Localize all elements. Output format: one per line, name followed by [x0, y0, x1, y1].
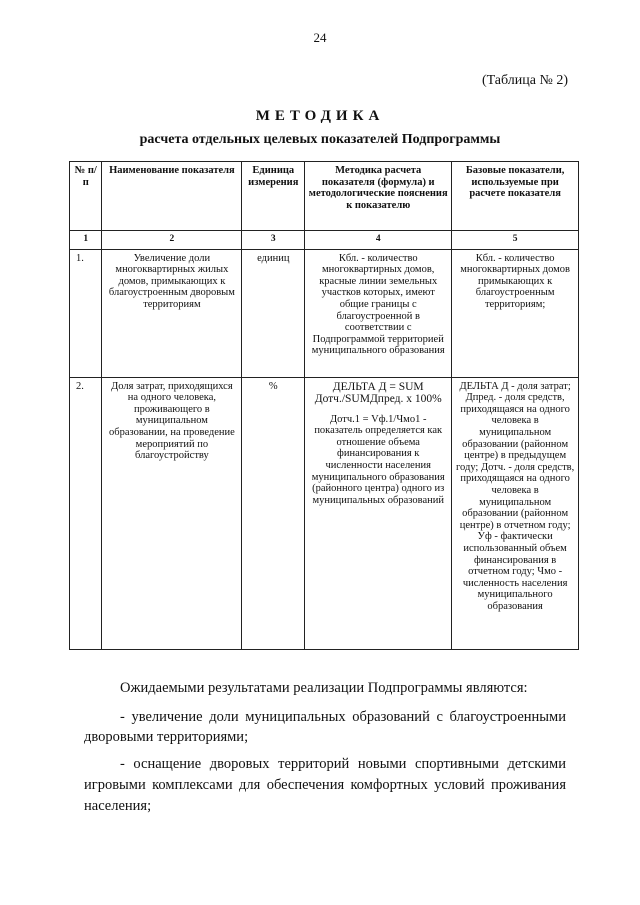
results-intro-paragraph: Ожидаемыми результатами реализации Подпрограммы являются: [120, 680, 528, 696]
unit-of-measure: единиц [242, 249, 305, 377]
header-unit: Единица измерения [242, 162, 305, 231]
document-subtitle: расчета отдельных целевых показателей Подпрограммы [139, 132, 501, 147]
table-header-row [70, 162, 579, 231]
column-number: 3 [242, 231, 305, 250]
column-number: 1 [70, 231, 102, 250]
method-text: Кбл. - количество многоквартирных домов, красные линии земельных участков которых, имеют общие границы с благоустроенной в соответствии с Подпрограммой территорией муниципального образования [311, 252, 445, 357]
table-row [70, 377, 579, 649]
header-method: Методика расчета показателя (формула) и методологические пояснения к показателю [305, 162, 452, 231]
method-formula: ДЕЛЬТА Д = SUM Дотч./SUMДпред. х 100% [314, 380, 442, 406]
method-text: Дотч.1 = Vф.1/Чмо1 - показатель определяется как отношение объема финансирования к численности населения муниципального образования (районного центра) одного из муниципальных образований [311, 413, 445, 506]
page-number: 24 [313, 30, 327, 45]
column-number: 2 [102, 231, 242, 250]
methodology-table [69, 161, 579, 650]
unit-of-measure: % [242, 377, 305, 649]
result-item-paragraph: - увеличение доли муниципальных образований с благоустроенными дворовыми территориями; [84, 709, 566, 745]
document-title: МЕТОДИКА [255, 108, 385, 124]
column-number: 5 [452, 231, 579, 250]
column-number-row [70, 231, 579, 250]
table-row [70, 249, 579, 377]
column-number: 4 [305, 231, 452, 250]
calculation-method [305, 249, 452, 377]
base-indicators: ДЕЛЬТА Д - доля затрат; Дпред. - доля средств, приходящаяся на одного человека в муниципальном образовании (районном центре) в предыдущем году; Дотч. - доля средств, приходящаяся на одного человека в муниципальном образовании (районном центре) в отчетном году; Уф - фактически использованный объем финансирования в отчетном году; Чмо - численность населения муниципального образования [452, 377, 579, 649]
result-item-paragraph: - оснащение дворовых территорий новыми спортивными детскими игровыми комплексами для обеспечения комфортных условий проживания населения; [84, 756, 566, 814]
header-base-indicators: Базовые показатели, используемые при расчете показателя [452, 162, 579, 231]
header-number: № п/п [70, 162, 102, 231]
row-number: 1. [70, 249, 102, 377]
table-reference: (Таблица № 2) [481, 73, 568, 88]
indicator-name: Увеличение доли многоквартирных жилых домов, примыкающих к благоустроенным дворовым территориям [102, 249, 242, 377]
base-indicators: Кбл. - количество многоквартирных домов примыкающих к благоустроенным территориям; [452, 249, 579, 377]
indicator-name: Доля затрат, приходящихся на одного человека, проживающего в муниципальном образовании, на проведение мероприятий по благоустройству [102, 377, 242, 649]
header-indicator-name: Наименование показателя [102, 162, 242, 231]
calculation-method [305, 377, 452, 649]
row-number: 2. [70, 377, 102, 649]
